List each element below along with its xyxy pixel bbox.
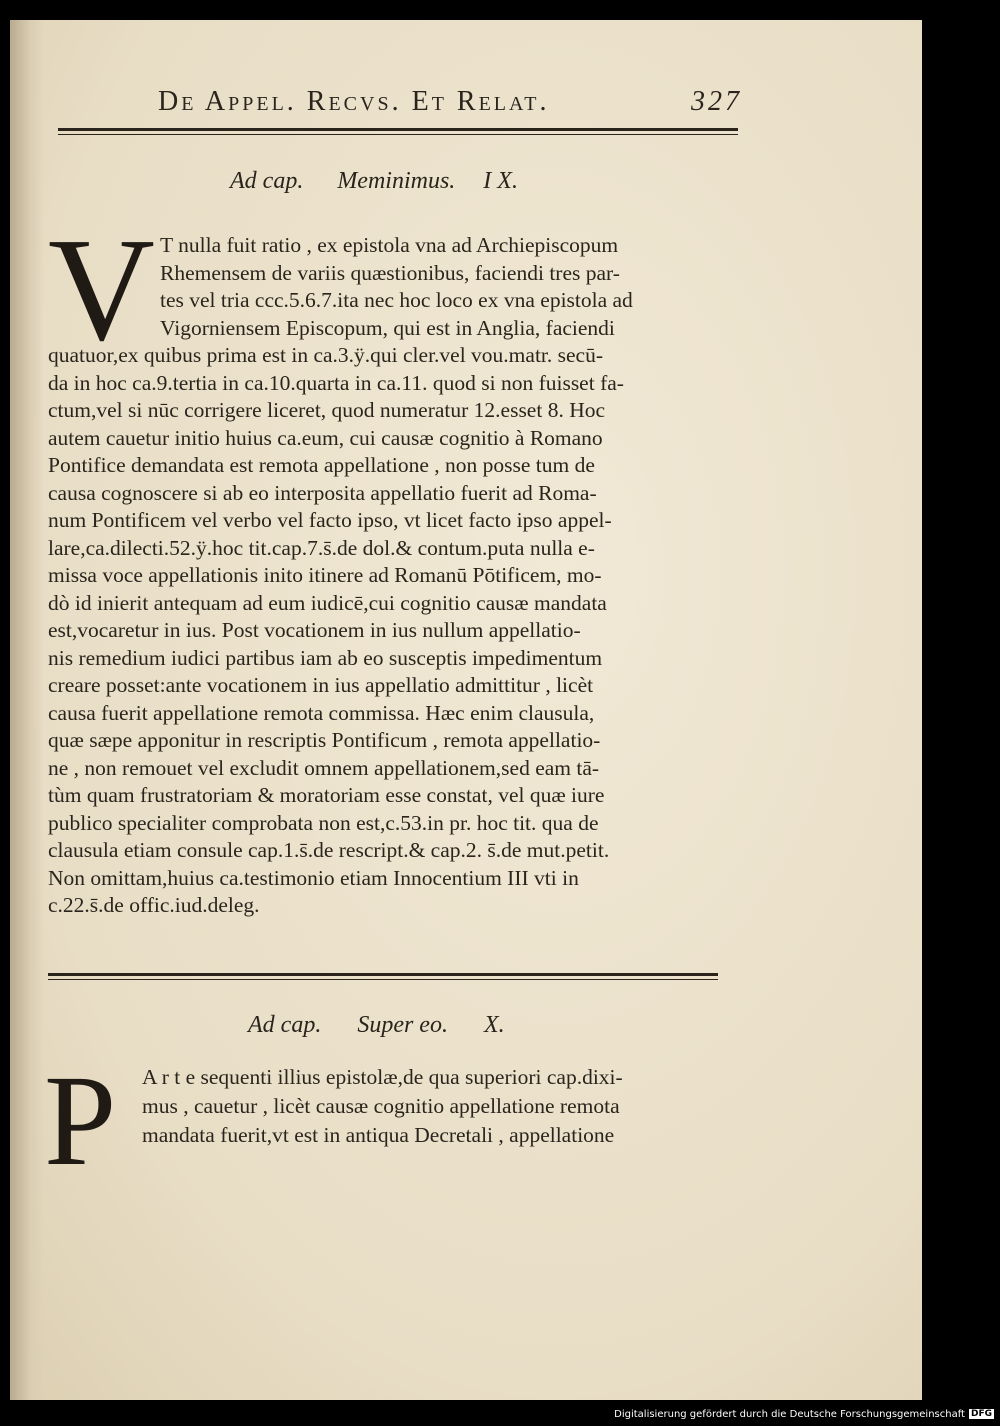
section-heading-2 — [248, 1012, 505, 1039]
text-line: dò id inierit antequam ad eum iudicē,cui cognitio causæ mandata — [48, 590, 607, 615]
text-line: clausula etiam consule cap.1.s̄.de rescript.& cap.2. s̄.de mut.petit. — [48, 838, 610, 862]
text-line: ctum,vel si nūc corrigere liceret, quod numeratur 12.esset 8. Hoc — [48, 398, 606, 422]
text-line: missa voce appellationis inito itinere ad Romanū Pōtificem, mo- — [48, 563, 602, 587]
text-line: tùm quam frustratoriam & moratoriam esse constat, vel quæ iure — [48, 783, 605, 807]
section-divider-rule-thin — [48, 979, 718, 980]
text-line: mandata fuerit,vt est in antiqua Decretali , appellatione — [142, 1123, 615, 1147]
section-heading-2-number: X. — [483, 1012, 505, 1038]
text-line: Rhemensem de variis quæstionibus, faciendi tres par- — [160, 260, 620, 285]
running-head-title: De Appel. Recvs. Et Relat. — [158, 86, 550, 117]
section-heading-1-number: I X. — [483, 168, 518, 194]
text-line: causa fuerit appellatione remota commissa. Hæc enim clausula, — [48, 700, 595, 725]
text-line: autem cauetur initio huius ca.eum, cui causæ cognitio à Romano — [48, 425, 603, 450]
text-line: Vigorniensem Episcopum, qui est in Anglia, faciendi — [160, 315, 615, 340]
text-line: tes vel tria ccc.5.6.7.ita nec hoc loco ex vna epistola ad — [160, 288, 633, 312]
text-line: ne , non remouet vel excludit omnem appellationem,sed eam tā- — [48, 755, 600, 780]
text-line: creare posset:ante vocationem in ius appellatio admittitur , licèt — [48, 673, 594, 697]
page-number: 327 — [691, 86, 742, 117]
text-line: quatuor,ex quibus prima est in ca.3.ÿ.qui cler.vel vou.matr. secū- — [48, 343, 604, 367]
section-heading-1-cap: Ad cap. — [230, 168, 304, 194]
text-line: causa cognoscere si ab eo interposita appellatio fuerit ad Roma- — [48, 480, 597, 505]
text-line: mus , cauetur , licèt causæ cognitio appellatione remota — [142, 1094, 620, 1118]
text-line: Non omittam,huius ca.testimonio etiam Innocentium III vti in — [48, 865, 579, 890]
section-heading-1 — [230, 168, 518, 195]
running-head — [158, 86, 818, 126]
book-page — [10, 20, 922, 1400]
footer-credit — [614, 1406, 994, 1422]
header-rule — [58, 128, 738, 131]
text-line: est,vocaretur in ius. Post vocationem in ius nullum appellatio- — [48, 618, 581, 642]
text-line: quæ sæpe apponitur in rescriptis Pontificum , remota appellatio- — [48, 728, 601, 752]
page-gutter-shadow — [10, 20, 44, 1400]
text-line: c.22.s̄.de offic.iud.deleg. — [48, 893, 260, 917]
section-heading-2-word: Super eo. — [357, 1012, 448, 1038]
section-heading-1-word: Meminimus. — [337, 168, 456, 194]
text-line: publico specialiter comprobata non est,c.53.in pr. hoc tit. qua de — [48, 810, 599, 835]
text-line: da in hoc ca.9.tertia in ca.10.quarta in ca.11. quod si non fuisset fa- — [48, 370, 624, 395]
text-line: A r t e sequenti illius epistolæ,de qua superiori cap.dixi- — [142, 1065, 623, 1089]
text-line: nis remedium iudici partibus iam ab eo susceptis impedimentum — [48, 645, 603, 670]
text-line: T nulla fuit ratio , ex epistola vna ad Archiepiscopum — [160, 233, 619, 257]
text-line: lare,ca.dilecti.52.ÿ.hoc tit.cap.7.s̄.de dol.& contum.puta nulla e- — [48, 535, 595, 560]
footer-credit-text: Digitalisierung gefördert durch die Deutsche Forschungsgemeinschaft — [614, 1408, 965, 1420]
text-line: num Pontificem vel verbo vel facto ipso, vt licet facto ipso appel- — [48, 508, 612, 532]
drop-cap-p: P — [44, 1049, 117, 1193]
drop-cap-v: V — [48, 208, 155, 372]
dfg-logo: DFG — [970, 1409, 992, 1419]
text-line: Pontifice demandata est remota appellatione , non posse tum de — [48, 453, 595, 477]
section-divider-rule — [48, 973, 718, 976]
section-heading-2-cap: Ad cap. — [248, 1012, 322, 1038]
header-rule-thin — [58, 134, 738, 135]
